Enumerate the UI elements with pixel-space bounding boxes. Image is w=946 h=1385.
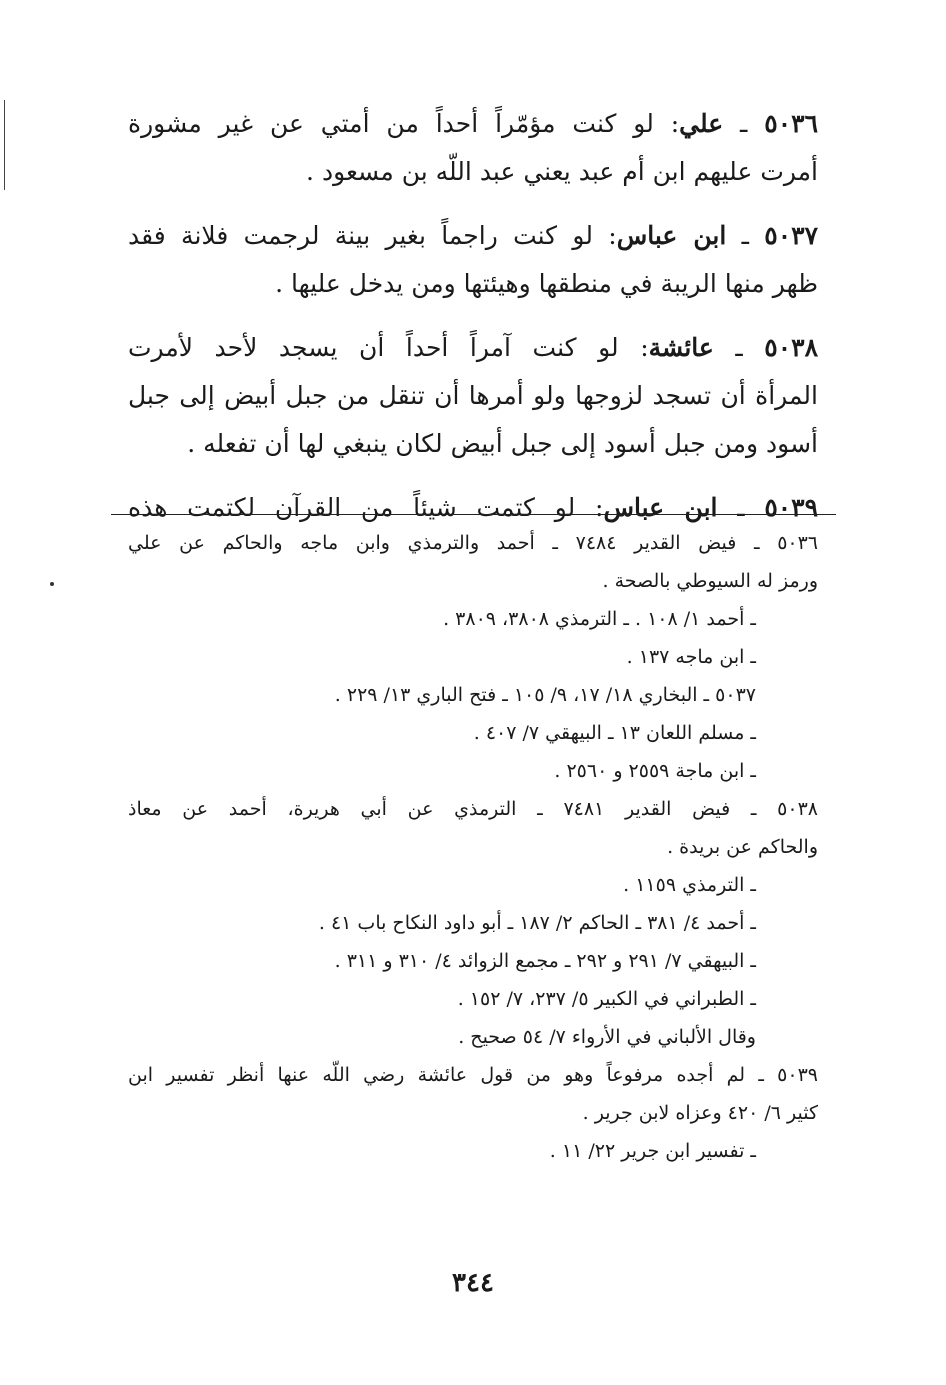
entry-line: ٥٠٣٨ ـ عائشة: لو كنت آمراً أحداً أن يسجد لأحد لأمرت [128,333,818,362]
entry-narrator: ابن عباس [616,221,727,250]
footnote-line: ـ البيهقي ٧/ ٢٩١ و ٢٩٢ ـ مجمع الزوائد ٤/ ٣١٠ و ٣١١ . [334,950,756,972]
hadith-entry-5037 [128,212,818,308]
footnote-line: ـ ابن ماجه ١٣٧ . [626,646,756,668]
entry-number: ٥٠٣٧ [764,221,818,250]
footnote-line: ٥٠٣٩ ـ لم أجده مرفوعاً وهو من قول عائشة رضي اللّه عنها أنظر تفسير ابن [128,1064,818,1086]
entry-number: ٥٠٣٨ [764,333,818,362]
footnote-line: ـ الترمذي ١١٥٩ . [623,874,756,896]
entry-narrator: عائشة [648,333,714,362]
footnote-line: ـ ابن ماجة ٢٥٥٩ و ٢٥٦٠ . [554,760,756,782]
entry-text: لو كنت مؤمّراً أحداً من أمتي عن غير مشورة [128,109,654,138]
entry-line: ٥٠٣٩ ـ ابن عباس: لو كتمت شيئاً من القرآن لكتمت هذه [128,493,819,522]
entry-number: ٥٠٣٦ [764,109,818,138]
entry-narrator: علي [679,109,724,138]
footnote-divider [111,514,836,515]
page-number: ٣٤٤ [452,1268,494,1298]
entry-text: لو كنت راجماً بغير بينة لرجمت فلانة فقد [128,221,593,250]
footnote-line: ـ أحمد ١/ ١٠٨ . ـ الترمذي ٣٨٠٨، ٣٨٠٩ . [443,608,756,630]
entry-line: ٥٠٣٧ ـ ابن عباس: لو كنت راجماً بغير بينة لرجمت فلانة فقد [128,221,818,250]
hadith-entry-5036 [128,100,818,196]
hadith-entry-5038 [128,324,818,468]
footnotes [128,524,818,1170]
entry-line: أمرت عليهم ابن أم عبد يعني عبد اللّه بن مسعود . [306,157,818,186]
footnote-line: ـ مسلم اللعان ١٣ ـ البيهقي ٧/ ٤٠٧ . [473,722,756,744]
entry-line: ٥٠٣٦ ـ علي: لو كنت مؤمّراً أحداً من أمتي عن غير مشورة [128,109,818,138]
entry-line: أسود ومن جبل أسود إلى جبل أبيض لكان ينبغي لها أن تفعله . [187,429,818,458]
footnote-line: والحاكم عن بريدة . [667,836,818,858]
footnote-line: كثير ٦/ ٤٢٠ وعزاه لابن جرير . [582,1102,818,1124]
entry-text: لو كنت آمراً أحداً أن يسجد لأحد لأمرت [128,333,619,362]
scan-speck [50,582,54,586]
entry-number: ٥٠٣٩ [764,493,819,522]
footnote-line: ٥٠٣٦ ـ فيض القدير ٧٤٨٤ ـ أحمد والترمذي وابن ماجه والحاكم عن علي [128,532,819,554]
entry-line: المرأة أن تسجد لزوجها ولو أمرها أن تنقل من جبل أبيض إلى جبل [128,381,818,410]
entry-line: ظهر منها الريبة في منطقها وهيئتها ومن يدخل عليها . [275,269,818,298]
footnote-line: ورمز له السيوطي بالصحة . [602,570,818,592]
footnote-line: ٥٠٣٧ ـ البخاري ١٨/ ١٧، ٩/ ١٠٥ ـ فتح الباري ١٣/ ٢٢٩ . [334,684,756,706]
footnote-line: ـ أحمد ٤/ ٣٨١ ـ الحاكم ٢/ ١٨٧ ـ أبو داود النكاح باب ٤١ . [318,912,756,934]
entry-narrator: ابن عباس [603,493,718,522]
footnote-line: ـ الطبراني في الكبير ٥/ ٢٣٧، ٧/ ١٥٢ . [457,988,756,1010]
footnote-line: ٥٠٣٨ ـ فيض القدير ٧٤٨١ ـ الترمذي عن أبي هريرة، أحمد عن معاذ [128,798,818,820]
hadith-entries [128,100,818,548]
footnote-line: ـ تفسير ابن جرير ٢٢/ ١١ . [549,1140,756,1162]
entry-text: لو كتمت شيئاً من القرآن لكتمت هذه [128,493,576,522]
scan-edge-line [4,100,5,190]
footnote-line: وقال الألباني في الأرواء ٧/ ٥٤ صحيح . [458,1026,756,1048]
